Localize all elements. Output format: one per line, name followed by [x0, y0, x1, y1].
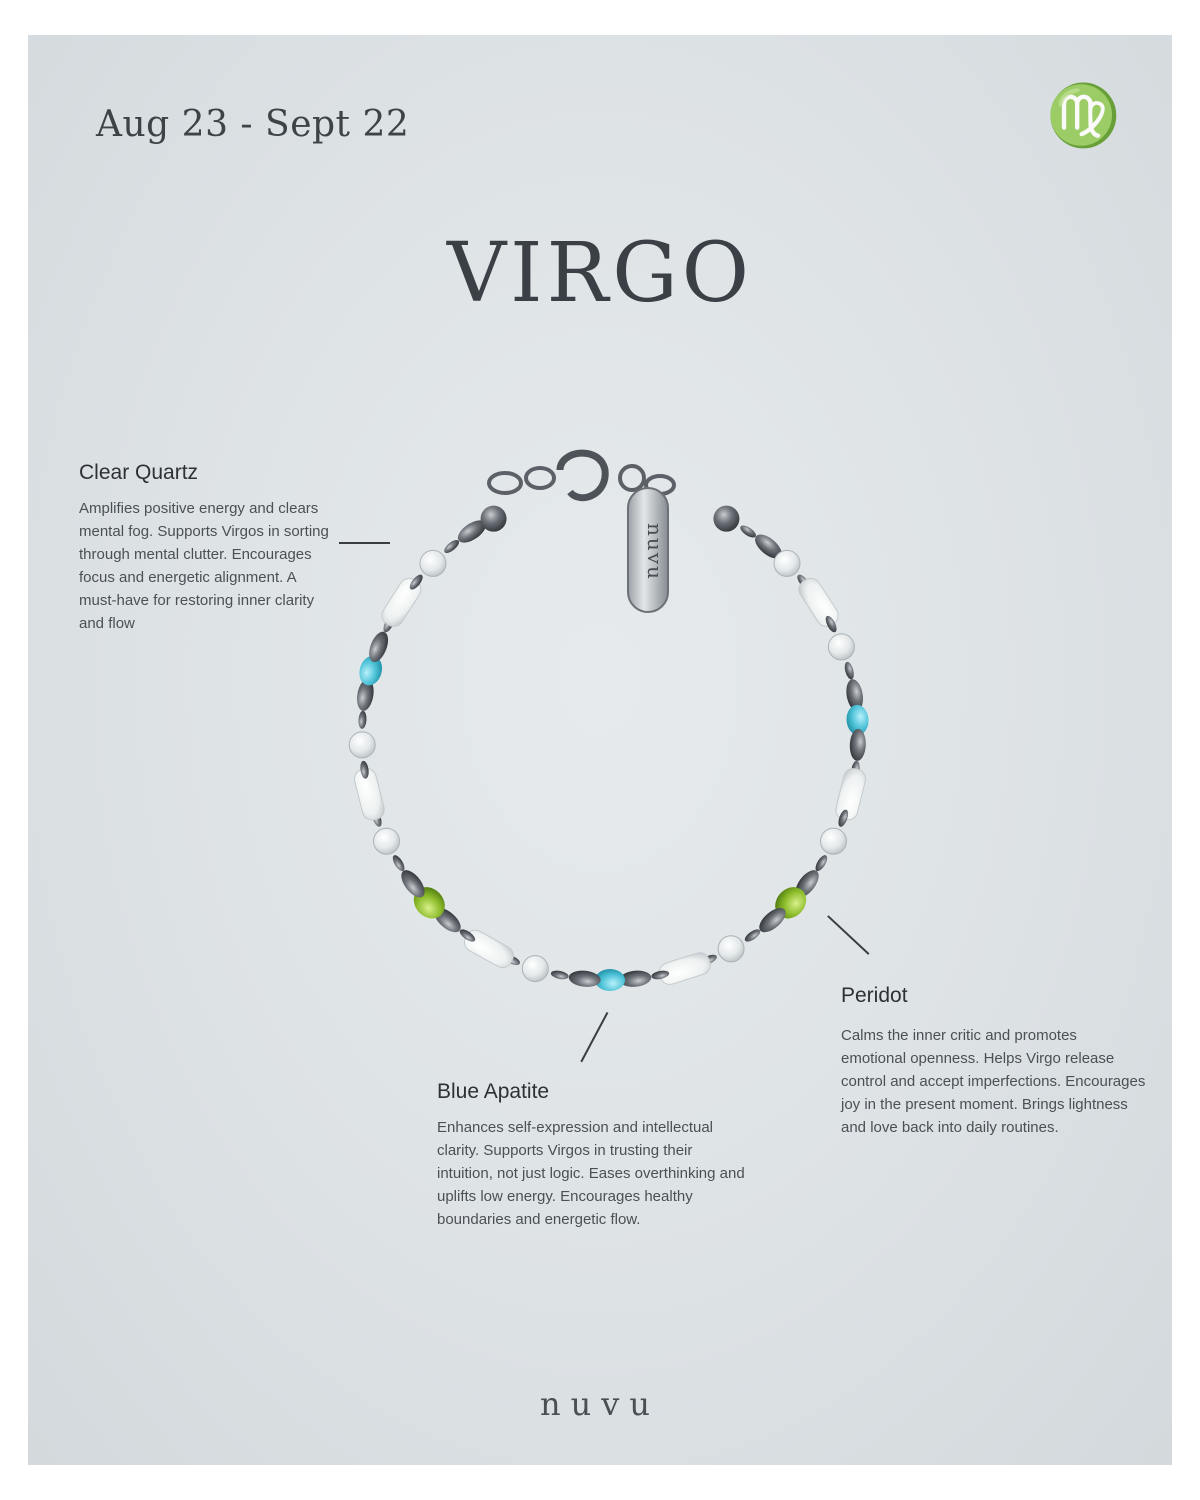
date-range: Aug 23 - Sept 22: [96, 104, 410, 145]
disc-bead: [849, 729, 866, 762]
spacer-bead: [743, 927, 762, 944]
pearl-bead: [352, 766, 386, 822]
peridot-title: Peridot: [841, 984, 908, 1007]
spacer-bead: [843, 661, 855, 680]
pearl-bead: [834, 766, 868, 822]
blue-apatite-description: Enhances self-expression and intellectual clarity. Supports Virgos in trusting their intuition, not just logic. Eases overthinking and uplifts low energy. Encourages healthy boundaries and energetic flow.: [437, 1119, 745, 1228]
clear-quartz-description: Amplifies positive energy and clears mental fog. Supports Virgos in sorting through mental clutter. Encourages focus and energetic alignment. A must-have for restoring inner clarity and flow: [79, 500, 329, 632]
peridot-description: Calms the inner critic and promotes emotional openness. Helps Virgo release control and accept imperfections. Encourages joy in the present moment. Brings lightness and love back into daily routines.: [841, 1027, 1146, 1136]
metalball-bead: [481, 506, 507, 532]
spacer-bead: [738, 523, 757, 540]
metalball-bead: [713, 506, 739, 532]
quartz-bead: [349, 732, 375, 758]
pearl-bead: [657, 950, 713, 987]
pearl-bead: [795, 575, 842, 631]
quartz-bead: [828, 634, 854, 660]
clear-quartz-title: Clear Quartz: [79, 461, 199, 484]
bead-strand: [349, 506, 869, 991]
tag-text: nuvu: [643, 523, 667, 581]
quartz-bead: [718, 936, 744, 962]
quartz-bead: [522, 956, 548, 982]
quartz-bead: [374, 828, 400, 854]
spacer-bead: [391, 853, 407, 873]
spacer-bead: [358, 711, 367, 729]
spacer-bead: [550, 969, 569, 980]
spacer-bead: [442, 538, 461, 556]
quartz-bead: [820, 828, 846, 854]
brand-logo: nuvu: [540, 1385, 660, 1423]
blue-apatite-title: Blue Apatite: [437, 1080, 550, 1103]
page-title: VIRGO: [446, 226, 754, 321]
quartz-bead: [774, 550, 800, 576]
spacer-bead: [813, 853, 829, 873]
quartz-bead: [420, 550, 446, 576]
disc-bead: [568, 969, 601, 988]
virgo-symbol-icon: ♍: [1046, 81, 1121, 151]
nuvu-tag: [628, 488, 668, 612]
clear-quartz-leader-line: [339, 542, 390, 544]
